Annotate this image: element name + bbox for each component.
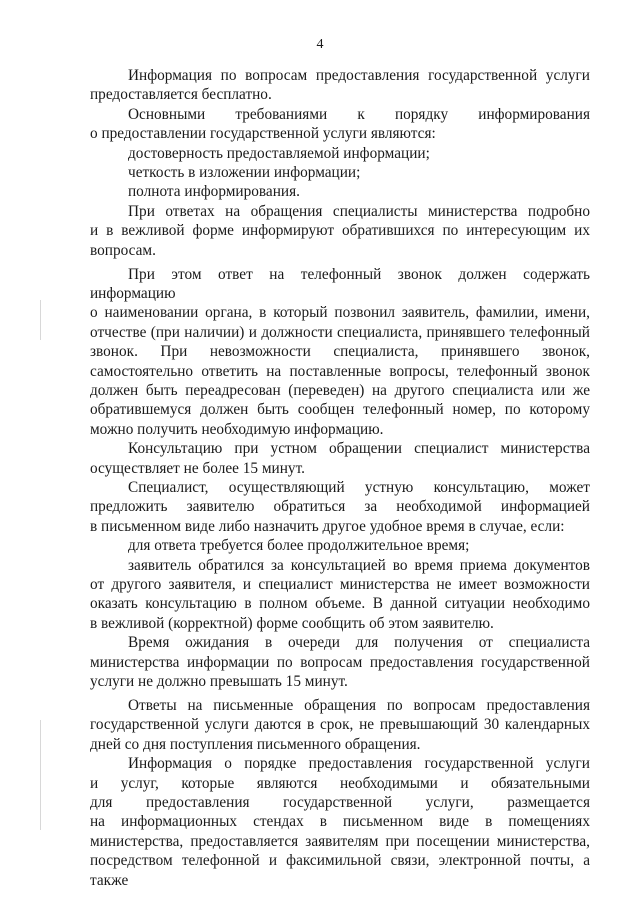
text-line: на информационных стендах в письменном виде в помещениях [90, 813, 590, 831]
text-line: дней со дня поступления письменного обращения. [90, 735, 421, 753]
text-line: о предоставлении государственной услуги являются: [90, 125, 436, 143]
text-line: и в вежливой форме информируют обратившихся по интересующим их [90, 222, 590, 240]
text-line: предложить заявителю обратиться за необходимой информацией [90, 498, 590, 516]
list-item: четкость в изложении информации; [128, 164, 361, 182]
text-line: услуги не должно превышать 15 минут. [90, 673, 348, 691]
text-line: Информация о порядке предоставления государственной услуги [128, 755, 590, 773]
text-line: оказать консультацию в полном объеме. В данной ситуации необходимо [90, 595, 590, 613]
paragraph [90, 754, 590, 890]
paragraph [90, 202, 590, 260]
text-line: должен быть переадресован (переведен) на другого специалиста или же [90, 382, 590, 399]
text-line: самостоятельно ответить на поставленные вопросы, телефонный звонок [90, 362, 590, 380]
list-item: для ответа требуется более продолжительное время; [128, 537, 470, 555]
scan-margin-mark [40, 300, 41, 340]
text-line: государственной услуги даются в срок, не превышающий 30 календарных [90, 716, 590, 734]
list-item: достоверность предоставляемой информации; [128, 144, 430, 162]
paragraph [90, 696, 590, 754]
text-line: вопросам. [90, 241, 156, 259]
text-line: Основными требованиями к порядку информирования [128, 105, 590, 123]
text-line: Информация по вопросам предоставления государственной услуги [128, 67, 590, 84]
text-line: о наименовании органа, в который позвонил заявитель, фамилии, имени, [90, 304, 590, 322]
text-line: Время ожидания в очереди для получения от специалиста [128, 634, 590, 652]
paragraph [90, 439, 590, 478]
text-line: Специалист, осуществляющий устную консультацию, может [128, 479, 590, 497]
text-line: звонок. При невозможности специалиста, принявшего звонок, [90, 343, 590, 361]
paragraph [90, 556, 590, 634]
text-line: в письменном виде либо назначить другое удобное время в случае, если: [90, 517, 565, 535]
scan-margin-mark [40, 720, 41, 830]
paragraph [90, 105, 590, 144]
text-line: обратившемуся должен быть сообщен телефонный номер, по которому [90, 401, 590, 419]
text-line: отчестве (при наличии) и должности специалиста, принявшего телефонный [90, 323, 590, 341]
list-item: полнота информирования. [128, 183, 300, 201]
text-line: министерства информации по вопросам предоставления государственной [90, 653, 590, 671]
text-line: министерства, предоставляется заявителям при посещении министерства, [90, 832, 590, 850]
text-line: можно получить необходимую информацию. [90, 420, 384, 438]
page-number: 4 [316, 37, 324, 52]
document-body [90, 66, 590, 890]
text-line: посредством телефонной и факсимильной связи, электронной почты, а также [90, 852, 590, 889]
text-line: для предоставления государственной услуги, размещается [90, 794, 590, 812]
paragraph [90, 66, 590, 105]
text-line: заявитель обратился за консультацией во время приема документов [128, 556, 590, 574]
paragraph [90, 265, 590, 440]
text-line: в вежливой (корректной) форме сообщить об этом заявителю. [90, 614, 494, 632]
paragraph [90, 478, 590, 536]
text-line: При этом ответ на телефонный звонок должен содержать информацию [90, 265, 590, 302]
text-line: Ответы на письменные обращения по вопросам предоставления [128, 697, 590, 714]
text-line: При ответах на обращения специалисты министерства подробно [128, 202, 590, 220]
text-line: и услуг, которые являются необходимыми и обязательными [90, 774, 590, 792]
text-line: от другого заявителя, и специалист министерства не имеет возможности [90, 576, 590, 594]
paragraph [90, 633, 590, 691]
text-line: предоставляется бесплатно. [90, 86, 272, 104]
text-line: осуществляет не более 15 минут. [90, 459, 305, 477]
text-line: Консультацию при устном обращении специалист министерства [128, 440, 590, 458]
